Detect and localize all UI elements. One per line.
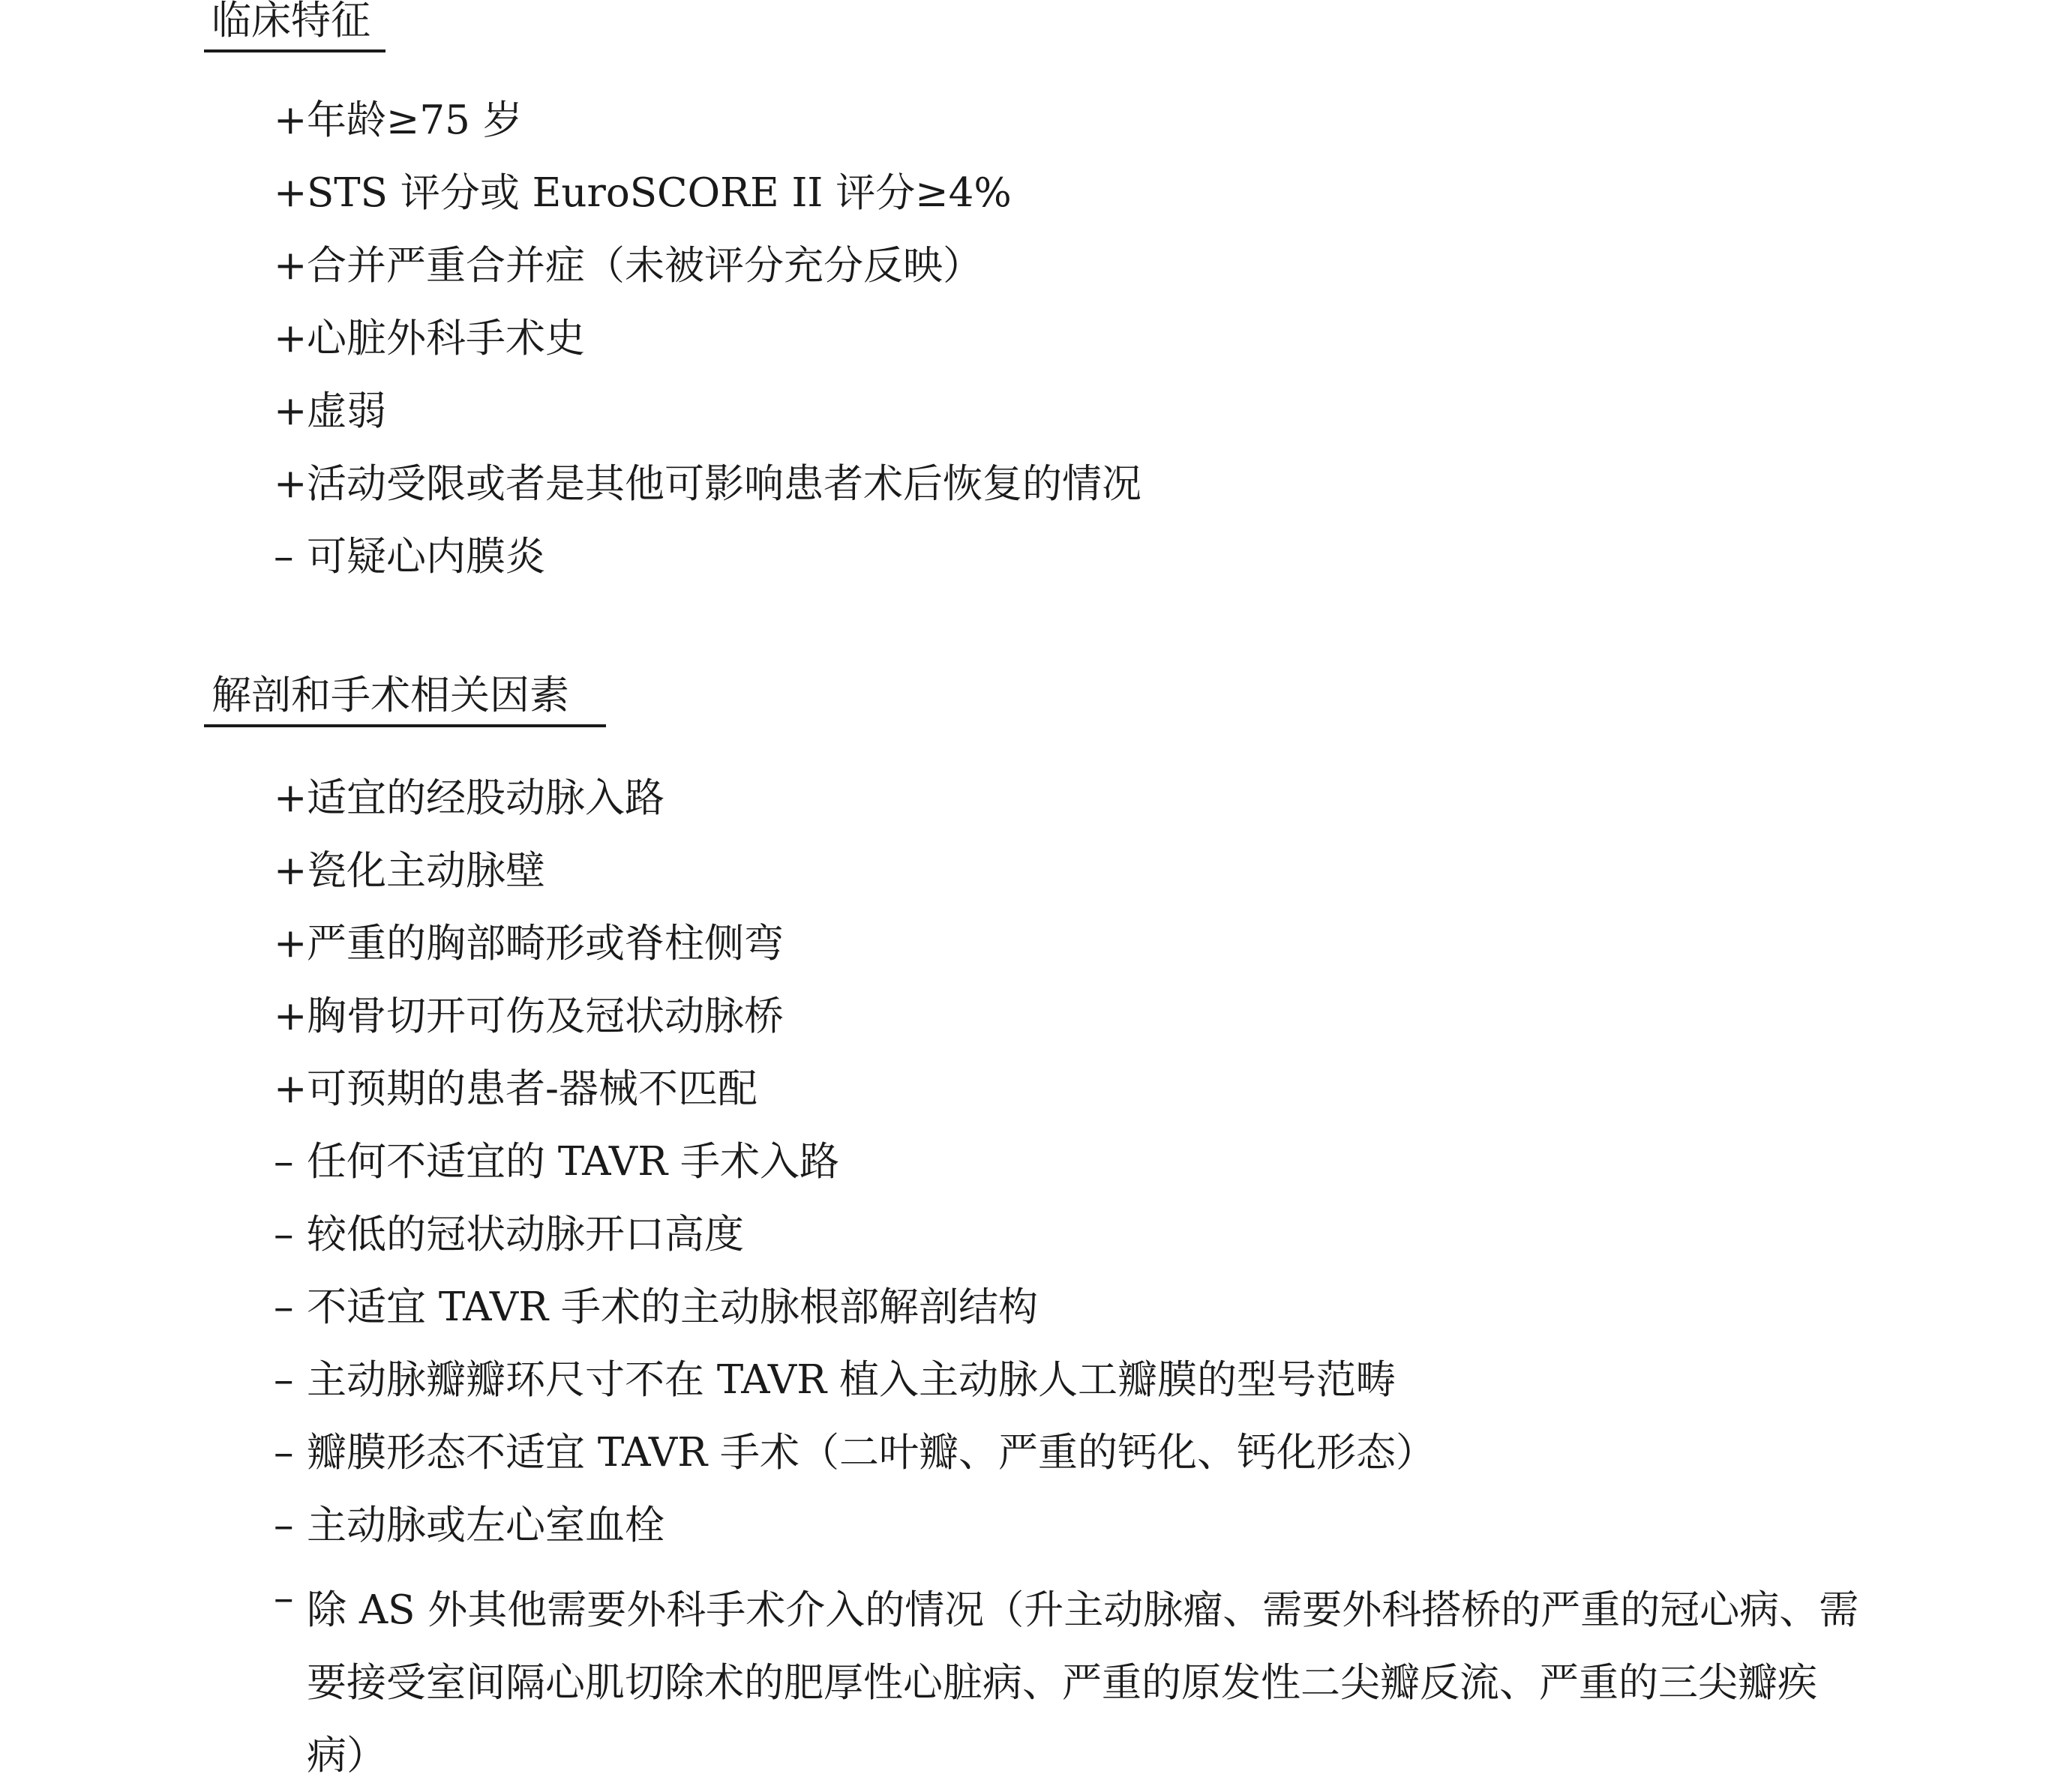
- item-text: 除 AS 外其他需要外科手术介入的情况（升主动脉瘤、需要外科搭桥的严重的冠心病、需要接受室间隔心肌切除术的肥厚性心脏病、严重的原发性二尖瓣反流、严重的三尖瓣疾病）: [307, 1587, 1859, 1779]
- list-item: [274, 314, 1142, 387]
- list-item: [274, 96, 1142, 169]
- item-text: 活动受限或者是其他可影响患者术后恢复的情况: [307, 461, 1142, 507]
- item-sign: +: [274, 243, 308, 289]
- item-sign: –: [274, 1139, 294, 1185]
- item-sign: –: [274, 1503, 294, 1548]
- clinical-factor-list: [274, 96, 1142, 605]
- list-item: [274, 992, 1864, 1065]
- item-text: 任何不适宜的 TAVR 手术入路: [307, 1139, 839, 1185]
- item-text: 心脏外科手术史: [307, 316, 585, 361]
- list-item: [274, 774, 1864, 847]
- list-item: [274, 1137, 1864, 1210]
- item-sign: –: [274, 534, 294, 580]
- item-sign: +: [274, 461, 308, 507]
- item-text: 主动脉或左心室血栓: [307, 1503, 664, 1548]
- item-text: 不适宜 TAVR 手术的主动脉根部解剖结构: [307, 1284, 1038, 1330]
- item-text: 适宜的经股动脉入路: [307, 775, 664, 821]
- item-sign: +: [274, 170, 308, 216]
- list-item: [274, 1065, 1864, 1137]
- item-sign: –: [274, 1357, 294, 1403]
- list-item: [274, 847, 1864, 919]
- item-sign: –: [274, 1284, 294, 1330]
- item-sign: +: [274, 1066, 308, 1112]
- item-text: 可疑心内膜炎: [307, 534, 545, 580]
- item-sign: –: [274, 1430, 294, 1476]
- list-item: [274, 1356, 1864, 1428]
- list-item: [274, 1428, 1864, 1501]
- list-item: [274, 241, 1142, 314]
- item-text: 虚弱: [307, 388, 386, 434]
- list-item: [274, 169, 1142, 241]
- item-sign: +: [274, 97, 308, 143]
- item-sign: +: [274, 921, 308, 966]
- list-item: [274, 1283, 1864, 1356]
- item-text: 胸骨切开可伤及冠状动脉桥: [307, 993, 784, 1039]
- item-text: 年龄≥75 岁: [307, 97, 523, 143]
- list-item: [274, 1574, 1864, 1792]
- item-sign: +: [274, 775, 308, 821]
- list-item: [274, 387, 1142, 460]
- item-sign: +: [274, 993, 308, 1039]
- item-sign: +: [274, 848, 308, 894]
- item-sign: –: [274, 1575, 294, 1621]
- item-text: 瓣膜形态不适宜 TAVR 手术（二叶瓣、严重的钙化、钙化形态）: [307, 1430, 1436, 1476]
- item-text: 主动脉瓣瓣环尺寸不在 TAVR 植入主动脉人工瓣膜的型号范畴: [307, 1357, 1396, 1403]
- item-text: 可预期的患者-器械不匹配: [307, 1066, 758, 1112]
- list-item: [274, 532, 1142, 605]
- anatomy-factor-list: [274, 774, 1864, 1792]
- item-text: 较低的冠状动脉开口高度: [307, 1212, 744, 1257]
- item-text: 瓷化主动脉壁: [307, 848, 545, 894]
- list-item: [274, 460, 1142, 532]
- item-sign: +: [274, 388, 308, 434]
- section-heading-anatomy: 解剖和手术相关因素: [204, 675, 606, 727]
- list-item: [274, 919, 1864, 992]
- item-text: STS 评分或 EuroSCORE II 评分≥4%: [307, 170, 1012, 216]
- list-item: [274, 1501, 1864, 1574]
- item-sign: +: [274, 316, 308, 361]
- section-heading-clinical: 临床特征: [204, 0, 386, 52]
- item-text: 严重的胸部畸形或脊柱侧弯: [307, 921, 784, 966]
- list-item: [274, 1210, 1864, 1283]
- item-text: 合并严重合并症（未被评分充分反映）: [307, 243, 982, 289]
- item-sign: –: [274, 1212, 294, 1257]
